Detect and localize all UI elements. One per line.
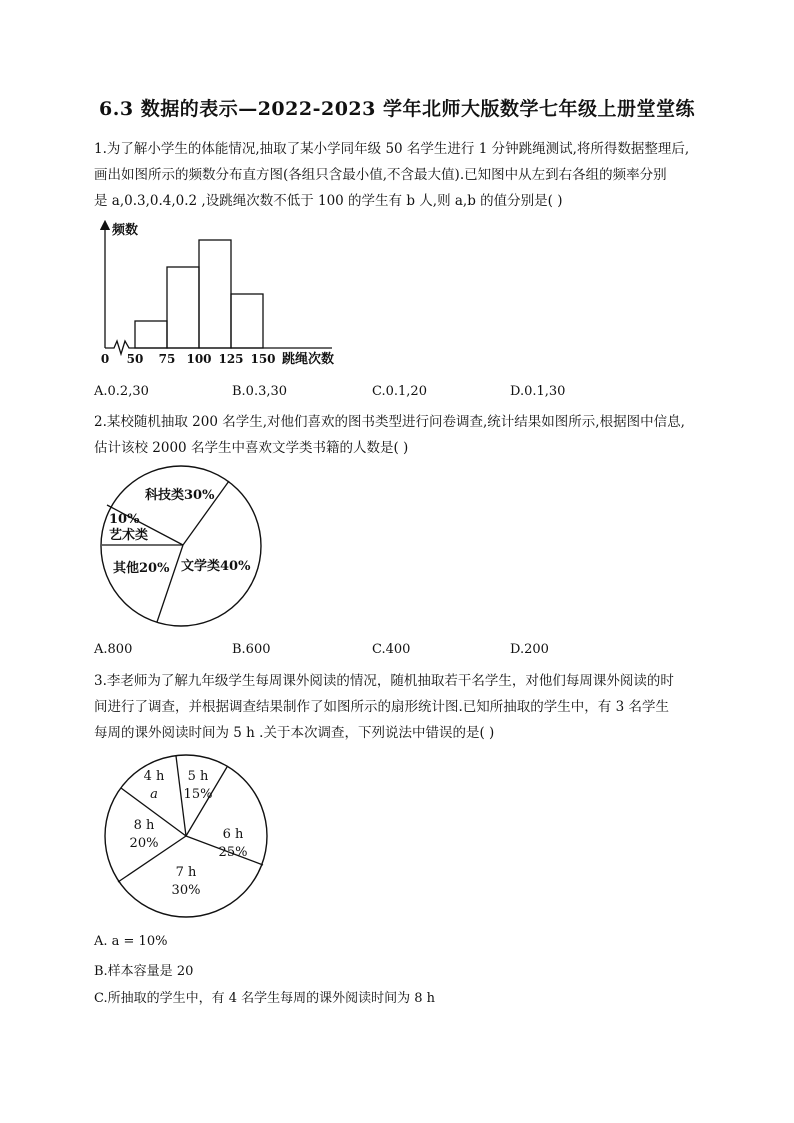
q3-option-a[interactable]: A. a = 10% [94, 934, 168, 949]
q1-option-c[interactable]: C.0.1,20 [372, 384, 427, 399]
q3-text-line-3: 每周的课外阅读时间为 5 h .关于本次调查，下列说法中错误的是( ) [94, 725, 495, 741]
q1-text-line-3: 是 a,0.3,0.4,0.2 ,设跳绳次数不低于 100 的学生有 b 人,则 a,b 的值分别是( ) [94, 193, 563, 209]
q1-option-d[interactable]: D.0.1,30 [510, 384, 566, 399]
x-tick-label: 150 [250, 352, 276, 366]
pie2-slice-label: 4 h a [143, 769, 165, 802]
pie1-divider-bottom [157, 545, 183, 622]
x-tick-label: 125 [218, 352, 244, 366]
pie2-slice-label: 8 h 20% [129, 818, 159, 851]
q2-option-a[interactable]: A.800 [94, 642, 133, 657]
pie2-slice-label: 7 h 30% [171, 865, 201, 898]
q1-option-a[interactable]: A.0.2,30 [94, 384, 149, 399]
q3-text-line-1: 3.李老师为了解九年级学生每周课外阅读的情况，随机抽取若干名学生，对他们每周课外阅读的时 [94, 673, 674, 689]
q1-text-line-1: 1.为了解小学生的体能情况,抽取了某小学同年级 50 名学生进行 1 分钟跳绳测试,将所得数据整理后, [94, 141, 690, 157]
histogram-chart [92, 220, 362, 370]
y-axis-label: 频数 [112, 223, 139, 238]
reading-time-pie-chart [103, 752, 273, 922]
q2-option-d[interactable]: D.200 [510, 642, 549, 657]
pie1-label-literature: 文学类40% [181, 559, 251, 574]
q3-text-line-2: 间进行了调查，并根据调查结果制作了如图所示的扇形统计图.已知所抽取的学生中，有 3 名学生 [94, 699, 669, 715]
q3-option-c[interactable]: C.所抽取的学生中，有 4 名学生每周的课外阅读时间为 8 h [94, 991, 436, 1006]
pie2-slice-label: 6 h 25% [218, 827, 248, 860]
histogram-bar [135, 321, 167, 348]
x-axis-label: 跳绳次数 [282, 352, 335, 367]
x-tick-label: 75 [158, 352, 176, 366]
pie1-label-other: 其他20% [113, 561, 170, 576]
q2-text-line-2: 估计该校 2000 名学生中喜欢文学类书籍的人数是( ) [94, 440, 409, 456]
book-type-pie-chart [99, 461, 269, 631]
pie2-slice-label: 5 h 15% [183, 769, 213, 802]
q3-option-b[interactable]: B.样本容量是 20 [94, 964, 194, 979]
q2-text-line-1: 2.某校随机抽取 200 名学生,对他们喜欢的图书类型进行问卷调查,统计结果如图所示,根据图中信息, [94, 414, 685, 430]
q1-text-line-2: 画出如图所示的频数分布直方图(各组只含最小值,不含最大值).已知图中从左到右各组的频率分别 [94, 167, 667, 183]
histogram-bar [231, 294, 263, 348]
pie1-label-art: 10% 艺术类 [109, 512, 149, 543]
q2-option-b[interactable]: B.600 [232, 642, 271, 657]
q1-option-b[interactable]: B.0.3,30 [232, 384, 288, 399]
histogram-bar [199, 240, 231, 348]
x-tick-label: 100 [186, 352, 212, 366]
x-tick-label: 0 [100, 352, 110, 366]
x-tick-label: 50 [126, 352, 144, 366]
histogram-bar [167, 267, 199, 348]
pie1-label-science: 科技类30% [145, 488, 215, 503]
q2-option-c[interactable]: C.400 [372, 642, 411, 657]
page-title: 6.3 数据的表示—2022-2023 学年北师大版数学七年级上册堂堂练 [99, 98, 695, 120]
